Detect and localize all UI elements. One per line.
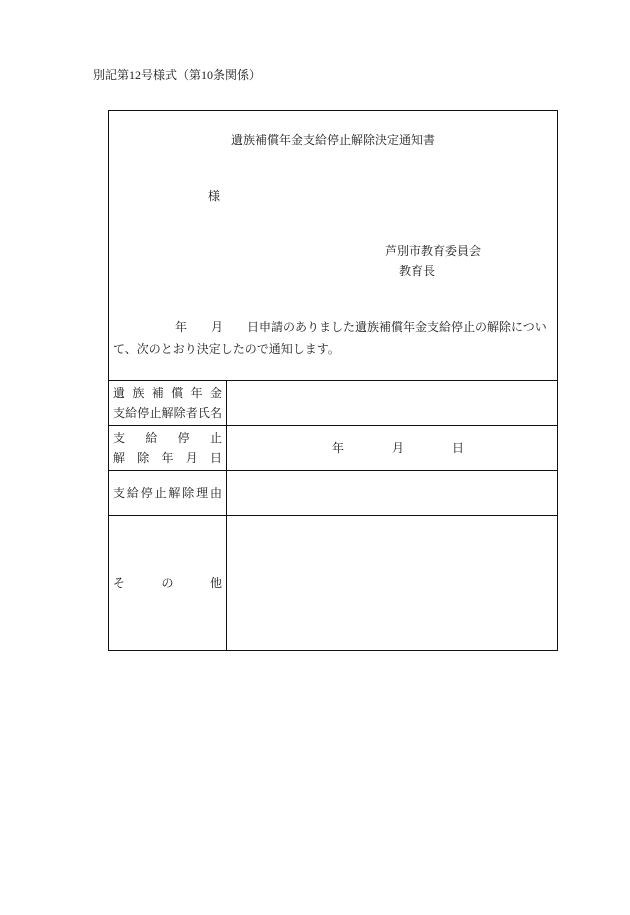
form-number-heading: 別記第12号様式（第10条関係）: [93, 68, 262, 82]
body-text-line-1: 年 月 日申請のありました遺族補償年金支給停止の解除につい: [175, 320, 547, 334]
release-date-value: 年 月 日: [331, 441, 464, 455]
label-cell-release-date: [109, 426, 227, 470]
row-release-reason: [109, 470, 557, 515]
label-line: 支給停止: [113, 431, 222, 445]
recipient-name-value-cell: [227, 381, 557, 425]
label-line: 支給停止解除者氏名: [113, 406, 222, 420]
row-recipient-name: [109, 380, 557, 425]
notice-form-frame: [108, 110, 558, 651]
label-line: その他: [113, 576, 222, 590]
label-cell-release-reason: [109, 471, 227, 515]
label-line: 支給停止解除理由: [113, 486, 222, 500]
row-release-date: [109, 425, 557, 470]
release-reason-value-cell: [227, 471, 557, 515]
issuer-organization: 芦別市教育委員会: [385, 244, 482, 258]
label-line: 遺族補償年金: [113, 386, 222, 400]
label-cell-recipient-name: [109, 381, 227, 425]
label-cell-other: [109, 516, 227, 650]
issuer-title: 教育長: [399, 264, 436, 278]
other-value-cell: [227, 516, 557, 650]
release-date-value-cell: [227, 426, 557, 470]
row-other: [109, 515, 557, 650]
addressee-honorific: 様: [208, 189, 221, 203]
label-line: 解除年月日: [113, 451, 222, 465]
document-title: 遺族補償年金支給停止解除決定通知書: [230, 133, 435, 147]
body-text-line-2: て、次のとおり決定したので通知します。: [113, 342, 340, 356]
